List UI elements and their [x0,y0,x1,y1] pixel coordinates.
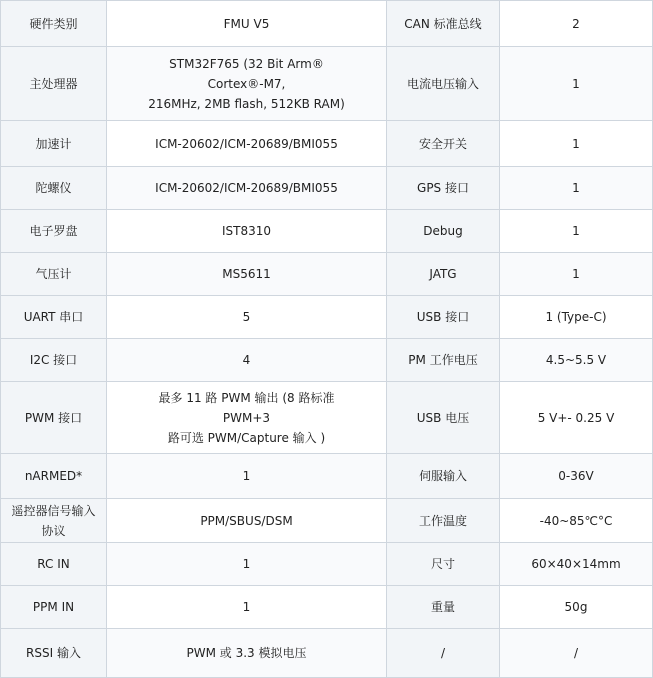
spec-value-line: IST8310 [221,224,272,238]
spec-value-secondary: 0-36V [500,454,653,499]
spec-value-secondary: 5 V+- 0.25 V [500,382,653,454]
spec-label: UART 串口 [1,296,107,339]
spec-value [107,454,387,499]
spec-value-secondary: 2 [500,1,653,47]
spec-value-line: 1 [242,557,251,571]
spec-label: PPM IN [1,586,107,629]
spec-label: I2C 接口 [1,339,107,382]
spec-label-secondary: 伺服输入 [387,454,500,499]
spec-row [1,296,653,339]
spec-value-line: Cortex®-M7, [207,76,286,91]
spec-value-line: MS5611 [222,267,271,281]
spec-value-line: 路可选 PWM/Capture 输入 ) [167,430,326,445]
spec-row [1,382,653,454]
spec-value-line: 最多 11 路 PWM 输出 (8 路标准 [158,390,335,405]
spec-label: RSSI 输入 [1,629,107,678]
spec-label-secondary: 电流电压输入 [387,47,500,121]
spec-value-line: 5 [242,310,251,324]
spec-row [1,543,653,586]
spec-value-secondary: 1 [500,167,653,210]
spec-label: 气压计 [1,253,107,296]
spec-label-secondary: / [387,629,500,678]
spec-row [1,253,653,296]
spec-row [1,454,653,499]
spec-label-secondary: 工作温度 [387,499,500,543]
spec-value-line: ICM-20602/ICM-20689/BMI055 [155,181,338,195]
spec-label-secondary: 尺寸 [387,543,500,586]
spec-label-secondary: CAN 标准总线 [387,1,500,47]
spec-label: 硬件类别 [1,1,107,47]
spec-value [107,296,387,339]
spec-label: 加速计 [1,121,107,167]
spec-label: 电子罗盘 [1,210,107,253]
spec-value [107,1,387,47]
spec-value [107,47,387,121]
spec-value-line: PPM/SBUS/DSM [200,513,293,528]
spec-value [107,586,387,629]
spec-label: 陀螺仪 [1,167,107,210]
spec-value-line: PWM+3 [222,410,271,425]
spec-value-secondary: 1 [500,253,653,296]
spec-value-secondary: / [500,629,653,678]
spec-label: nARMED* [1,454,107,499]
spec-label: 主处理器 [1,47,107,121]
spec-value [107,499,387,543]
spec-label-secondary: 安全开关 [387,121,500,167]
spec-value-line: 4 [242,353,251,367]
spec-label-secondary: JATG [387,253,500,296]
spec-label-secondary: Debug [387,210,500,253]
spec-value [107,382,387,454]
spec-value-secondary: 4.5~5.5 V [500,339,653,382]
spec-value [107,121,387,167]
spec-table-body [1,1,653,678]
spec-value [107,210,387,253]
spec-value [107,253,387,296]
spec-value-secondary: 50g [500,586,653,629]
spec-value-line: 216MHz, 2MB flash, 512KB RAM) [148,96,345,111]
spec-value-secondary: -40~85℃°C [500,499,653,543]
spec-label-secondary: USB 接口 [387,296,500,339]
spec-label-secondary: 重量 [387,586,500,629]
spec-row [1,586,653,629]
spec-row [1,121,653,167]
spec-value-secondary: 1 (Type-C) [500,296,653,339]
spec-value [107,339,387,382]
spec-value-line: STM32F765 (32 Bit Arm® [169,56,324,71]
spec-value-line: 1 [242,600,251,614]
spec-value [107,543,387,586]
spec-label-secondary: USB 电压 [387,382,500,454]
spec-label-secondary: PM 工作电压 [387,339,500,382]
spec-row [1,167,653,210]
spec-row [1,339,653,382]
spec-label: RC IN [1,543,107,586]
spec-value-line: 1 [242,469,251,483]
spec-value-line: ICM-20602/ICM-20689/BMI055 [155,136,338,151]
spec-row [1,210,653,253]
spec-row [1,629,653,678]
spec-label: 遥控器信号输入协议 [1,499,107,543]
spec-row [1,1,653,47]
spec-value [107,167,387,210]
spec-row [1,499,653,543]
spec-value-secondary: 1 [500,210,653,253]
spec-value-secondary: 60×40×14mm [500,543,653,586]
spec-row [1,47,653,121]
spec-label: PWM 接口 [1,382,107,454]
spec-value-secondary: 1 [500,121,653,167]
spec-value [107,629,387,678]
spec-value-secondary: 1 [500,47,653,121]
spec-value-line: PWM 或 3.3 模拟电压 [186,646,307,660]
spec-value-line: FMU V5 [223,16,270,31]
spec-label-secondary: GPS 接口 [387,167,500,210]
